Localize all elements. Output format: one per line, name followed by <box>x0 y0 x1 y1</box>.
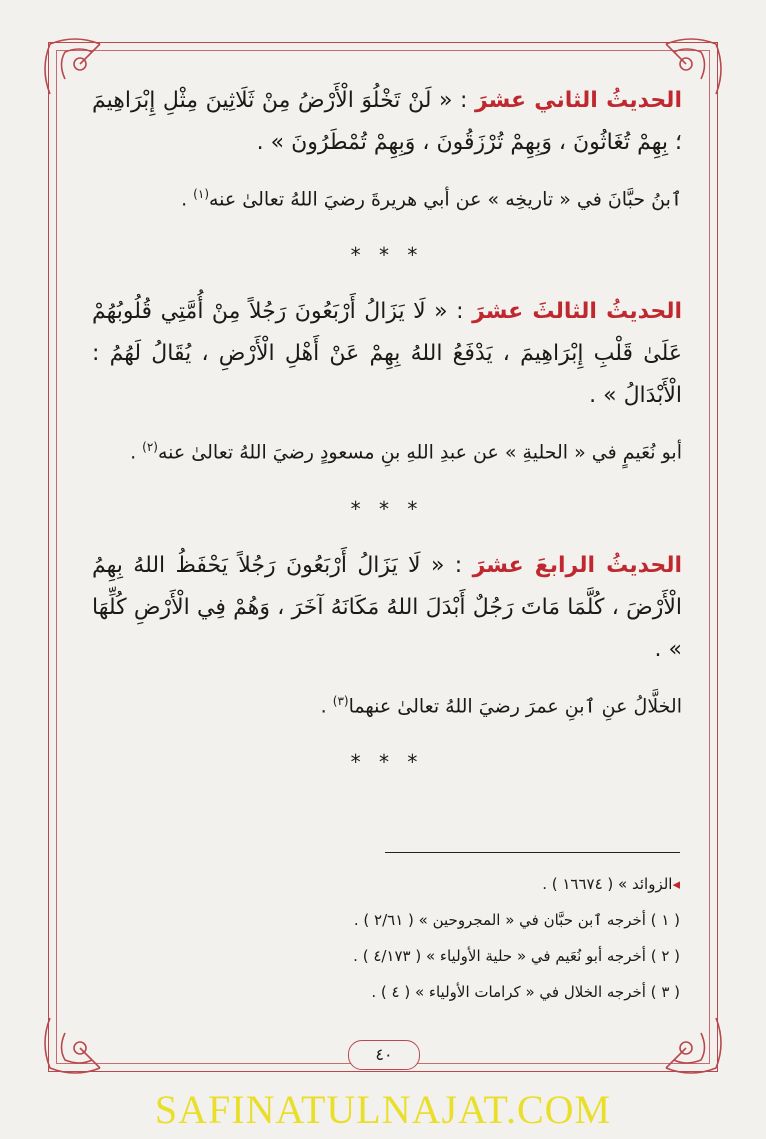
source-end: . <box>320 694 333 717</box>
page-body <box>92 80 682 798</box>
footnote-ref[interactable]: (١) <box>193 187 209 201</box>
footnote-2: ( ٢ ) أخرجه أبو نُعَيم في « حلية الأولياء » ( ٤/١٧٣ ) . <box>353 947 680 965</box>
hadith-text: : « لَنْ تَخْلُوَ الْأَرْضُ مِنْ ثَلَاثِينَ مِثْلِ إِبْرَاهِيمَ ؛ بِهِمْ تُغَاثُونَ ، وَبِهِمْ تُرْزَقُونَ ، وَبِهِمْ تُمْطَرُونَ » . <box>92 88 682 155</box>
footnote-divider <box>385 852 680 853</box>
source-end: . <box>181 188 194 211</box>
page-number: ٤٠ <box>348 1040 420 1070</box>
footnote-3: ( ٣ ) أخرجه الخلال في « كرامات الأولياء » ( ٤ ) . <box>371 983 680 1001</box>
watermark[interactable]: SAFINATULNAJAT.COM <box>154 1087 612 1132</box>
section-separator: * * * <box>350 496 424 521</box>
footnote-ref[interactable]: (٣) <box>332 693 349 708</box>
corner-ornament-icon <box>656 1008 726 1078</box>
source-text: ٱبنُ حبَّانَ في « تاريخِه » عن أبي هريرةَ رضيَ اللهُ تعالىٰ عنه <box>209 188 682 211</box>
continuation-arrow-icon: ◂ <box>672 875 680 893</box>
section-separator: * * * <box>350 749 424 774</box>
hadith-heading: الحديثُ الثالثَ عشرَ <box>472 299 682 325</box>
hadith-13 <box>92 291 682 417</box>
footnote-carryover <box>80 866 680 902</box>
source-text: الخلَّالُ عنِ ٱبنِ عمرَ رضيَ اللهُ تعالىٰ عنهما <box>348 694 682 717</box>
hadith-12 <box>92 80 682 164</box>
hadith-heading: الحديثُ الرابعَ عشرَ <box>472 552 682 578</box>
footnotes <box>80 866 680 1010</box>
hadith-source <box>92 427 682 472</box>
hadith-text: : « لَا يَزَالُ أَرْبَعُونَ رَجُلاً يَحْفَظُ اللهُ بِهِمُ الْأَرْضَ ، كُلَّمَا مَاتَ رَجُلٌ أَبْدَلَ اللهُ مَكَانَهُ آخَرَ ، وَهُمْ فِي الْأَرْضِ كُلِّهَا » . <box>92 552 682 662</box>
hadith-source <box>92 681 682 726</box>
corner-ornament-icon <box>40 1008 110 1078</box>
hadith-text: : « لَا يَزَالُ أَرْبَعُونَ رَجُلاً مِنْ أُمَّتِي قُلُوبُهُمْ عَلَىٰ قَلْبِ إِبْرَاهِيمَ ، يَدْفَعُ اللهُ بِهِمْ عَنْ أَهْلِ الْأَرْضِ ، يُقَالُ لَهُمُ : الْأَبْدَالُ » . <box>92 299 682 409</box>
source-end: . <box>130 441 143 464</box>
footnote-ref[interactable]: (٢) <box>142 440 158 455</box>
hadith-heading: الحديثُ الثاني عشرَ <box>474 88 682 113</box>
hadith-14 <box>92 545 682 671</box>
hadith-source <box>92 174 682 219</box>
section-separator: * * * <box>350 243 424 268</box>
footnote-text: الزوائد » ( ١٦٦٧٤ ) . <box>542 875 673 893</box>
source-text: أبو نُعَيمٍ في « الحليةِ » عن عبدِ اللهِ بنِ مسعودٍ رضيَ اللهُ تعالىٰ عنه <box>157 441 682 464</box>
footnote-1: ( ١ ) أخرجه ٱبن حبَّان في « المجروحين » ( ٢/٦١ ) . <box>353 911 680 929</box>
